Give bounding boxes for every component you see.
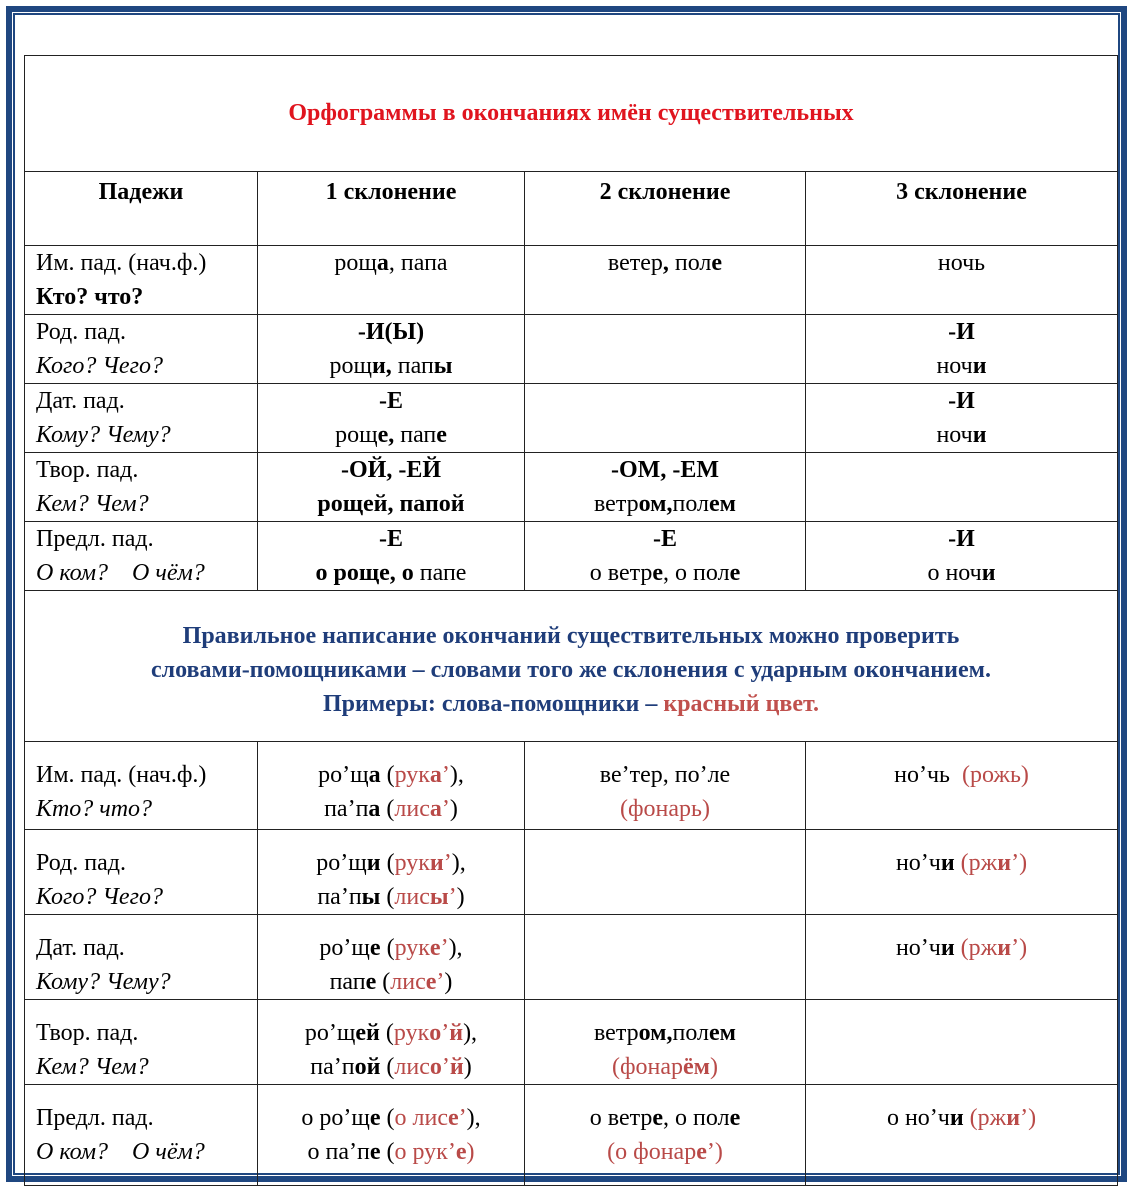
text-fragment: е xyxy=(696,1139,707,1165)
table-row xyxy=(25,1085,1118,1186)
cell-line xyxy=(806,384,1117,418)
endings-table xyxy=(24,55,1118,1186)
text-fragment: рощ xyxy=(334,250,377,276)
table-row xyxy=(25,315,1118,384)
cell-line xyxy=(258,556,524,590)
case-name: Дат. пад. xyxy=(36,388,125,414)
text-fragment: ы xyxy=(361,884,381,910)
text-fragment: (рж xyxy=(960,935,998,961)
text-fragment: ро’щ xyxy=(318,762,369,788)
declension-3-cell xyxy=(806,384,1118,453)
cell-line xyxy=(258,522,524,556)
text-fragment: ём xyxy=(683,1054,711,1080)
text-fragment: е xyxy=(436,422,447,448)
cell-line xyxy=(525,1101,805,1135)
cell-line xyxy=(806,418,1117,452)
declension-1-cell xyxy=(258,522,525,591)
text-fragment: лис xyxy=(394,796,430,822)
cell-line xyxy=(525,522,805,556)
case-cell xyxy=(25,246,258,315)
text-fragment: е xyxy=(425,969,437,995)
text-fragment: е xyxy=(729,560,741,586)
text-fragment: е, xyxy=(377,422,395,448)
case-question: Кому? Чему? xyxy=(36,422,171,448)
text-fragment: ( xyxy=(380,850,395,876)
case-question: Кем? Чем? xyxy=(36,1054,149,1080)
text-fragment: -ОМ, -ЕМ xyxy=(611,457,719,483)
cell-line xyxy=(525,246,805,280)
text-fragment: ом, xyxy=(638,1020,673,1046)
text-fragment: ем xyxy=(709,1020,737,1046)
text-fragment: ) xyxy=(463,1054,472,1080)
text-fragment: ( xyxy=(380,1054,395,1080)
case-name: Предл. пад. xyxy=(36,526,154,552)
text-fragment: ро’щ xyxy=(319,935,370,961)
cell-line xyxy=(525,758,805,792)
case-cell xyxy=(25,1000,258,1085)
text-fragment: ’ xyxy=(440,935,449,961)
text-fragment: ( xyxy=(380,796,395,822)
cell-line xyxy=(806,246,1117,280)
text-fragment: ой xyxy=(354,1054,381,1080)
text-fragment: о xyxy=(429,1054,442,1080)
declension-3-cell xyxy=(806,246,1118,315)
case-question: Кому? Чему? xyxy=(36,969,171,995)
text-fragment: ы xyxy=(433,353,453,379)
case-cell xyxy=(25,742,258,830)
cell-line xyxy=(525,1135,805,1169)
text-fragment: а xyxy=(429,762,442,788)
text-fragment: ( xyxy=(379,1020,394,1046)
cell-line xyxy=(258,349,524,383)
text-fragment: ветр xyxy=(593,491,639,517)
text-fragment: ноч xyxy=(936,353,973,379)
declension-2-cell xyxy=(525,915,806,1000)
table-row xyxy=(25,915,1118,1000)
text-fragment: ом, xyxy=(638,491,673,517)
header-decl-3: 3 склонение xyxy=(806,172,1118,246)
header-cases: Падежи xyxy=(25,172,258,246)
text-fragment: пап xyxy=(329,969,366,995)
text-fragment: ы xyxy=(429,884,449,910)
hint-note xyxy=(25,591,1118,742)
text-fragment: лис xyxy=(394,884,430,910)
text-fragment: о лис xyxy=(394,1105,448,1131)
cell-line xyxy=(258,487,524,521)
text-fragment: (рж xyxy=(969,1105,1007,1131)
case-cell xyxy=(25,915,258,1000)
case-cell xyxy=(25,1085,258,1186)
text-fragment: лис xyxy=(394,1054,430,1080)
cell-line xyxy=(258,1050,524,1084)
text-fragment: рук xyxy=(394,762,430,788)
text-fragment: папе xyxy=(413,560,467,586)
cell-line xyxy=(258,880,524,914)
declension-2-cell xyxy=(525,1085,806,1186)
declension-3-cell xyxy=(806,1085,1118,1186)
declension-3-cell xyxy=(806,915,1118,1000)
cell-line xyxy=(806,931,1117,965)
text-fragment: ве’тер, по’ле xyxy=(599,762,731,788)
cell-line xyxy=(258,1101,524,1135)
table-row xyxy=(25,453,1118,522)
header-row xyxy=(25,172,1118,246)
text-fragment: ), xyxy=(448,935,463,961)
text-fragment: о па’п xyxy=(307,1139,370,1165)
text-fragment: , папа xyxy=(388,250,448,276)
cell-line xyxy=(525,487,805,521)
case-question: О ком? О чём? xyxy=(36,560,205,586)
text-fragment: о ноч xyxy=(927,560,982,586)
text-fragment: а xyxy=(376,250,389,276)
text-fragment: , о пол xyxy=(663,560,730,586)
case-question: Кто? что? xyxy=(36,796,153,822)
cell-line xyxy=(525,1050,805,1084)
cell-line xyxy=(806,349,1117,383)
text-fragment: ’) xyxy=(1011,850,1028,876)
hint-line-2: словами-помощниками – словами того же склонения с ударным окончанием. xyxy=(151,657,991,683)
text-fragment: ’ xyxy=(441,796,450,822)
text-fragment: ) xyxy=(456,884,465,910)
text-fragment: е xyxy=(447,1105,459,1131)
text-fragment: ( xyxy=(380,762,395,788)
declension-1-cell xyxy=(258,246,525,315)
case-name: Твор. пад. xyxy=(36,457,139,483)
cell-line xyxy=(258,846,524,880)
text-fragment: е xyxy=(369,1105,381,1131)
text-fragment: рощей, пап xyxy=(317,491,439,517)
text-fragment: е xyxy=(729,1105,741,1131)
case-name: Им. пад. (нач.ф.) xyxy=(36,250,207,276)
text-fragment: и xyxy=(972,353,987,379)
text-fragment: -Е xyxy=(379,388,403,414)
declension-2-cell xyxy=(525,830,806,915)
text-fragment: ветр xyxy=(593,1020,639,1046)
text-fragment: рук xyxy=(394,850,430,876)
text-fragment: и xyxy=(366,850,381,876)
cell-line xyxy=(525,792,805,826)
text-fragment: и xyxy=(997,935,1012,961)
case-question: Кем? Чем? xyxy=(36,491,149,517)
case-question: Кто? что? xyxy=(36,284,144,310)
text-fragment: о ветр xyxy=(589,560,653,586)
text-fragment: а xyxy=(368,762,381,788)
declension-1-cell xyxy=(258,453,525,522)
declension-2-cell xyxy=(525,315,806,384)
text-fragment: е xyxy=(652,1105,664,1131)
text-fragment: ( xyxy=(380,1105,395,1131)
case-name: Род. пад. xyxy=(36,850,126,876)
cell-line xyxy=(806,522,1117,556)
text-fragment: и xyxy=(972,422,987,448)
text-fragment: ’ xyxy=(448,884,457,910)
table-row xyxy=(25,522,1118,591)
case-name: Твор. пад. xyxy=(36,1020,139,1046)
text-fragment: ’) xyxy=(706,1139,723,1165)
declension-2-cell xyxy=(525,384,806,453)
cell-line xyxy=(258,965,524,999)
text-fragment: (фонарь) xyxy=(620,796,710,822)
declension-3-cell xyxy=(806,315,1118,384)
text-fragment: о рук xyxy=(394,1139,448,1165)
text-fragment: -И xyxy=(948,319,975,345)
cell-line xyxy=(806,315,1117,349)
cell-line xyxy=(258,315,524,349)
case-name: Предл. пад. xyxy=(36,1105,154,1131)
text-fragment: ночь xyxy=(937,250,986,276)
declension-1-cell xyxy=(258,1000,525,1085)
text-fragment: (рж xyxy=(960,850,998,876)
cell-line xyxy=(258,246,524,280)
text-fragment: ( xyxy=(380,1139,395,1165)
declension-1-cell xyxy=(258,1085,525,1186)
text-fragment: ем xyxy=(709,491,737,517)
text-fragment: ро’щ xyxy=(304,1020,356,1046)
text-fragment: ( xyxy=(376,969,391,995)
cell-line xyxy=(258,453,524,487)
text-fragment: ей xyxy=(355,1020,380,1046)
hint-line-1: Правильное написание окончаний существительных можно проверить xyxy=(182,623,960,649)
declension-1-cell xyxy=(258,315,525,384)
case-question: Кого? Чего? xyxy=(36,353,163,379)
text-fragment: па’п xyxy=(324,796,369,822)
text-fragment: и xyxy=(981,560,996,586)
table-row xyxy=(25,830,1118,915)
text-fragment: й xyxy=(449,1020,464,1046)
text-fragment: , о пол xyxy=(663,1105,730,1131)
text-fragment: е xyxy=(711,250,723,276)
declension-1-cell xyxy=(258,830,525,915)
text-fragment: но’чь xyxy=(894,762,962,788)
text-fragment: е xyxy=(369,935,381,961)
cell-line xyxy=(806,846,1117,880)
text-fragment: лис xyxy=(390,969,426,995)
text-fragment: и xyxy=(940,850,955,876)
text-fragment: а xyxy=(429,796,442,822)
text-fragment: но’ч xyxy=(895,935,941,961)
text-fragment: (рожь) xyxy=(961,762,1029,788)
text-fragment: й xyxy=(449,1054,464,1080)
case-cell xyxy=(25,830,258,915)
hint-red-label: красный цвет. xyxy=(663,691,820,717)
case-cell xyxy=(25,522,258,591)
text-fragment: ), xyxy=(466,1105,481,1131)
cell-line xyxy=(806,556,1117,590)
text-fragment: ой xyxy=(438,491,465,517)
text-fragment: па’п xyxy=(310,1054,355,1080)
text-fragment: ’) xyxy=(1011,935,1028,961)
text-fragment: но’ч xyxy=(895,850,941,876)
declension-2-cell xyxy=(525,453,806,522)
declension-1-cell xyxy=(258,742,525,830)
declension-2-cell xyxy=(525,522,806,591)
text-fragment: -Е xyxy=(653,526,677,552)
text-fragment: -И xyxy=(948,526,975,552)
cell-line xyxy=(806,758,1117,792)
text-fragment: рук xyxy=(393,1020,430,1046)
case-cell xyxy=(25,384,258,453)
text-fragment: и xyxy=(997,850,1012,876)
page-title: Орфограммы в окончаниях имён существительных xyxy=(25,56,1118,172)
table-row xyxy=(25,742,1118,830)
cell-line xyxy=(525,1016,805,1050)
text-fragment: о xyxy=(429,1020,442,1046)
text-fragment: пап xyxy=(391,353,434,379)
declension-1-cell xyxy=(258,384,525,453)
text-fragment: ) xyxy=(466,1139,475,1165)
text-fragment: пол xyxy=(672,1020,710,1046)
cell-line xyxy=(258,792,524,826)
text-fragment: ноч xyxy=(936,422,973,448)
text-fragment: и xyxy=(940,935,955,961)
text-fragment: и xyxy=(1006,1105,1021,1131)
text-fragment: ро’щ xyxy=(316,850,367,876)
declension-3-cell xyxy=(806,830,1118,915)
text-fragment: е xyxy=(369,1139,381,1165)
text-fragment: -ОЙ, -ЕЙ xyxy=(341,457,441,483)
text-fragment: , xyxy=(662,250,669,276)
text-fragment: рук xyxy=(394,935,430,961)
text-fragment: е xyxy=(365,969,377,995)
text-fragment: о ро’щ xyxy=(301,1105,370,1131)
text-fragment: о ветр xyxy=(589,1105,653,1131)
text-fragment: рощ xyxy=(329,353,372,379)
text-fragment: ’ xyxy=(441,1020,450,1046)
case-name: Им. пад. (нач.ф.) xyxy=(36,762,207,788)
text-fragment: и xyxy=(949,1105,964,1131)
declension-2-cell xyxy=(525,1000,806,1085)
text-fragment: ) xyxy=(444,969,453,995)
cell-line xyxy=(806,1101,1117,1135)
text-fragment: о но’ч xyxy=(886,1105,950,1131)
text-fragment: па’п xyxy=(317,884,362,910)
declension-2-cell xyxy=(525,246,806,315)
text-fragment: -И(Ы) xyxy=(357,319,425,345)
text-fragment: е xyxy=(652,560,664,586)
text-fragment: е xyxy=(429,935,441,961)
cell-line xyxy=(258,758,524,792)
declension-1-cell xyxy=(258,915,525,1000)
text-fragment: (о фонар xyxy=(607,1139,697,1165)
cell-line xyxy=(258,931,524,965)
declension-3-cell xyxy=(806,522,1118,591)
text-fragment: ( xyxy=(380,935,395,961)
cell-line xyxy=(525,453,805,487)
text-fragment: (фонар xyxy=(611,1054,684,1080)
hint-line-3 xyxy=(25,687,1117,721)
text-fragment: пол xyxy=(672,491,710,517)
text-fragment: о роще, о xyxy=(315,560,414,586)
text-fragment: е xyxy=(455,1139,467,1165)
text-fragment: ветер xyxy=(607,250,663,276)
header-decl-1: 1 склонение xyxy=(258,172,525,246)
text-fragment: ), xyxy=(451,850,466,876)
text-fragment: и, xyxy=(371,353,392,379)
declension-3-cell xyxy=(806,742,1118,830)
text-fragment: и xyxy=(429,850,444,876)
header-decl-2: 2 склонение xyxy=(525,172,806,246)
table-row xyxy=(25,246,1118,315)
text-fragment: ’) xyxy=(1020,1105,1037,1131)
text-fragment: ’ xyxy=(447,1139,456,1165)
text-fragment: ’ xyxy=(441,762,450,788)
text-fragment: ’ xyxy=(436,969,445,995)
text-fragment: ’ xyxy=(441,1054,450,1080)
hint-prefix: Примеры: слова-помощники – xyxy=(322,691,664,717)
table-row xyxy=(25,384,1118,453)
case-question: О ком? О чём? xyxy=(36,1139,205,1165)
cell-line xyxy=(258,384,524,418)
case-name: Род. пад. xyxy=(36,319,126,345)
table-row xyxy=(25,1000,1118,1085)
text-fragment: ’ xyxy=(443,850,452,876)
text-fragment: ) xyxy=(449,796,458,822)
text-fragment: -Е xyxy=(379,526,403,552)
cell-line xyxy=(525,556,805,590)
case-cell xyxy=(25,315,258,384)
cell-line xyxy=(258,418,524,452)
declension-2-cell xyxy=(525,742,806,830)
text-fragment: ’ xyxy=(458,1105,467,1131)
text-fragment: пап xyxy=(394,422,437,448)
case-name: Дат. пад. xyxy=(36,935,125,961)
text-fragment: ), xyxy=(463,1020,478,1046)
text-fragment: пол xyxy=(668,250,712,276)
text-fragment: рощ xyxy=(335,422,378,448)
case-cell xyxy=(25,453,258,522)
text-fragment: ( xyxy=(380,884,395,910)
declension-3-cell xyxy=(806,453,1118,522)
text-fragment: ), xyxy=(449,762,464,788)
case-question: Кого? Чего? xyxy=(36,884,163,910)
text-fragment: -И xyxy=(948,388,975,414)
declension-3-cell xyxy=(806,1000,1118,1085)
cell-line xyxy=(258,1135,524,1169)
text-fragment: ) xyxy=(710,1054,719,1080)
text-fragment: а xyxy=(368,796,381,822)
cell-line xyxy=(258,1016,524,1050)
